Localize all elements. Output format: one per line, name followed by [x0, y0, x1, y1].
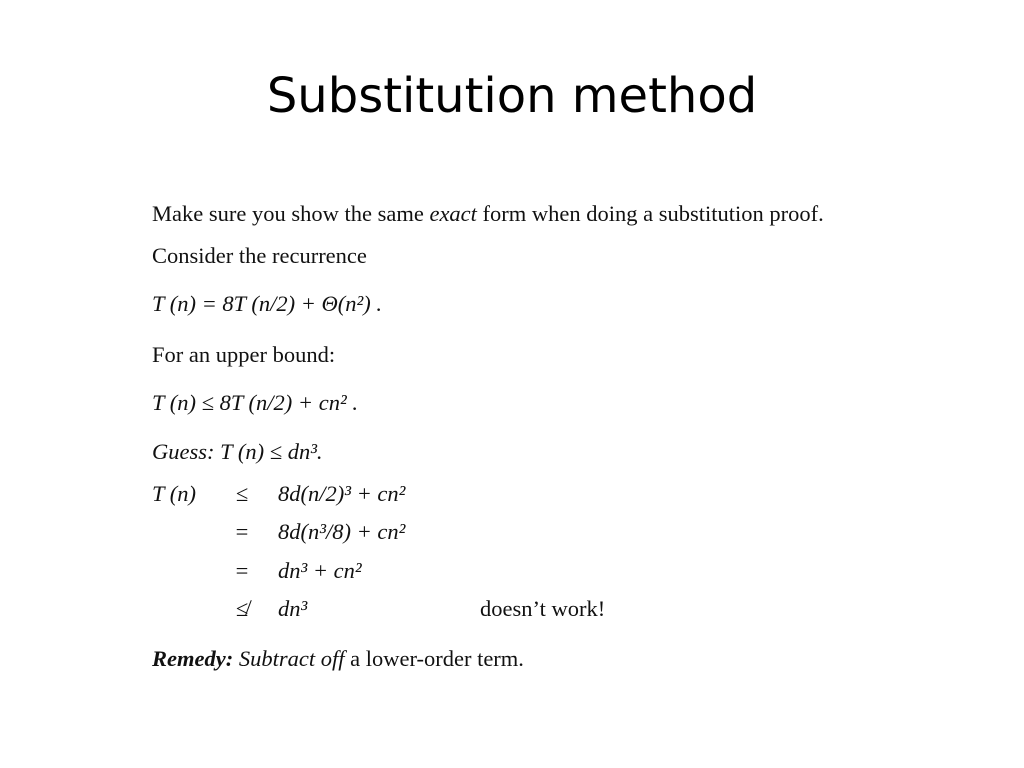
- derivation-relation: =: [235, 558, 249, 583]
- derivation-block: [152, 476, 752, 636]
- consider-line: Consider the recurrence: [152, 243, 367, 268]
- remedy-rest: a lower-order term.: [344, 646, 524, 671]
- remedy-action: Subtract off: [238, 646, 345, 671]
- derivation-relation: ≰: [235, 596, 249, 621]
- derivation-relation: ≤: [235, 481, 249, 506]
- derivation-lhs: T (n): [152, 481, 196, 506]
- intro-text-after: form when doing a substitution proof.: [476, 201, 824, 226]
- derivation-expression: dn³ + cn²: [278, 558, 362, 583]
- upper-bound-label: For an upper bound:: [152, 342, 336, 367]
- intro-text-before: Make sure you show the same: [152, 201, 430, 226]
- guess-expression: T (n) ≤ dn³.: [214, 439, 323, 464]
- slide-title: Substitution method: [266, 68, 758, 124]
- derivation-expression: 8d(n/2)³ + cn²: [278, 481, 406, 506]
- derivation-note: doesn’t work!: [480, 596, 606, 621]
- derivation-row: [152, 514, 752, 550]
- upper-bound-inequality: T (n) ≤ 8T (n/2) + cn² .: [152, 390, 358, 415]
- derivation-expression: 8d(n³/8) + cn²: [278, 519, 406, 544]
- derivation-row: [152, 476, 752, 512]
- intro-line: [152, 200, 824, 228]
- remedy-line: [152, 645, 524, 673]
- remedy-label: Remedy:: [152, 646, 234, 671]
- intro-emphasis: exact: [429, 201, 477, 226]
- derivation-row: [152, 553, 752, 589]
- guess-line: [152, 438, 323, 466]
- guess-label: Guess:: [152, 439, 215, 464]
- recurrence-equation: T (n) = 8T (n/2) + Θ(n²) .: [152, 291, 383, 316]
- derivation-row: [152, 591, 752, 627]
- derivation-relation: =: [235, 519, 249, 544]
- derivation-expression: dn³: [278, 596, 308, 621]
